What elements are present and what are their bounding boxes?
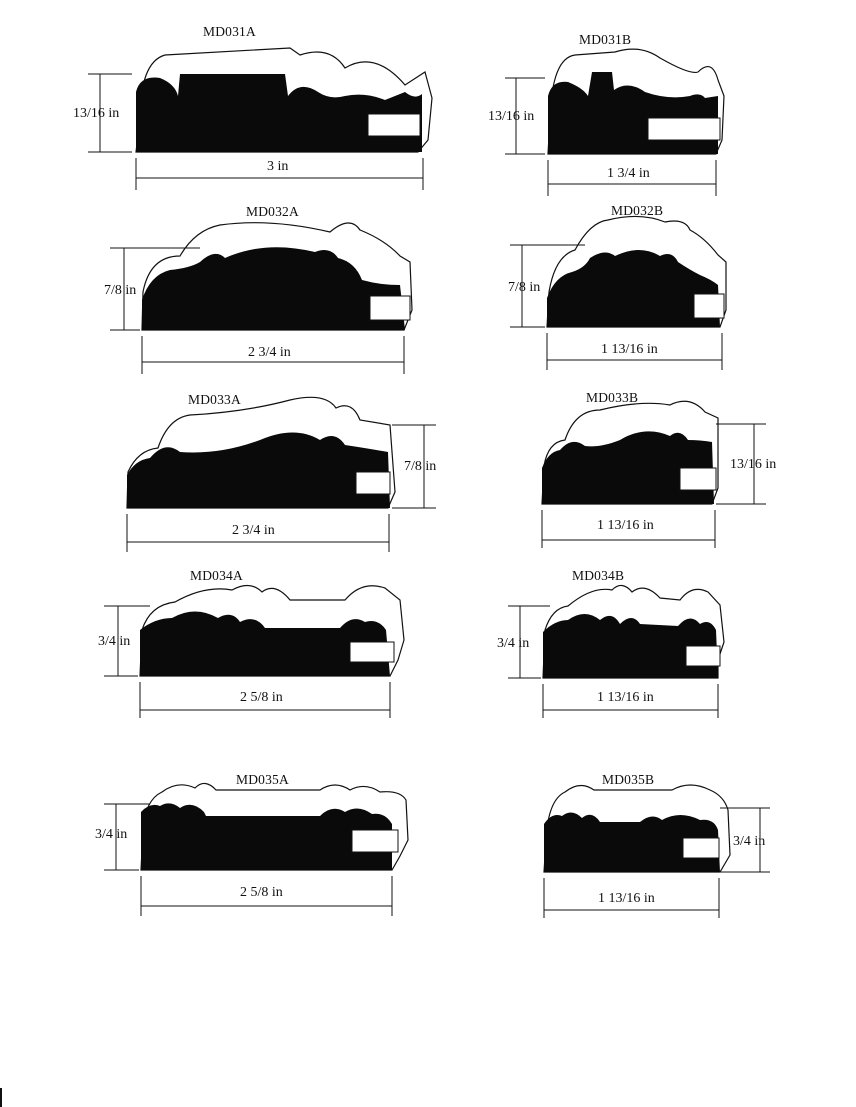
- profile-code: MD033B: [586, 390, 639, 405]
- profile-code: MD031B: [579, 32, 632, 47]
- height-dimension: 13/16 in: [488, 109, 535, 124]
- width-dimension: 1 3/4 in: [607, 166, 650, 181]
- profile-code: MD033A: [188, 392, 241, 407]
- profile-code: MD034A: [190, 568, 243, 583]
- width-dimension: 2 5/8 in: [240, 690, 283, 705]
- profile-code: MD035A: [236, 772, 289, 787]
- profile-code: MD034B: [572, 568, 625, 583]
- height-dimension: 3/4 in: [497, 636, 530, 651]
- height-dimension: 3/4 in: [95, 827, 128, 842]
- width-dimension: 1 13/16 in: [601, 342, 658, 357]
- width-dimension: 1 13/16 in: [598, 891, 655, 906]
- width-dimension: 2 3/4 in: [232, 523, 275, 538]
- height-dimension: 7/8 in: [104, 283, 137, 298]
- height-dimension: 13/16 in: [73, 106, 120, 121]
- profile-code: MD035B: [602, 772, 655, 787]
- scan-edge-mark: [0, 1088, 2, 1107]
- width-dimension: 2 5/8 in: [240, 885, 283, 900]
- height-dimension: 7/8 in: [404, 459, 437, 474]
- profile-code: MD032B: [611, 203, 664, 218]
- profile-code: MD032A: [246, 204, 299, 219]
- width-dimension: 1 13/16 in: [597, 690, 654, 705]
- height-dimension: 7/8 in: [508, 280, 541, 295]
- height-dimension: 3/4 in: [733, 834, 766, 849]
- profile-code: MD031A: [203, 24, 256, 39]
- width-dimension: 1 13/16 in: [597, 518, 654, 533]
- height-dimension: 13/16 in: [730, 457, 777, 472]
- width-dimension: 2 3/4 in: [248, 345, 291, 360]
- width-dimension: 3 in: [267, 159, 289, 174]
- height-dimension: 3/4 in: [98, 634, 131, 649]
